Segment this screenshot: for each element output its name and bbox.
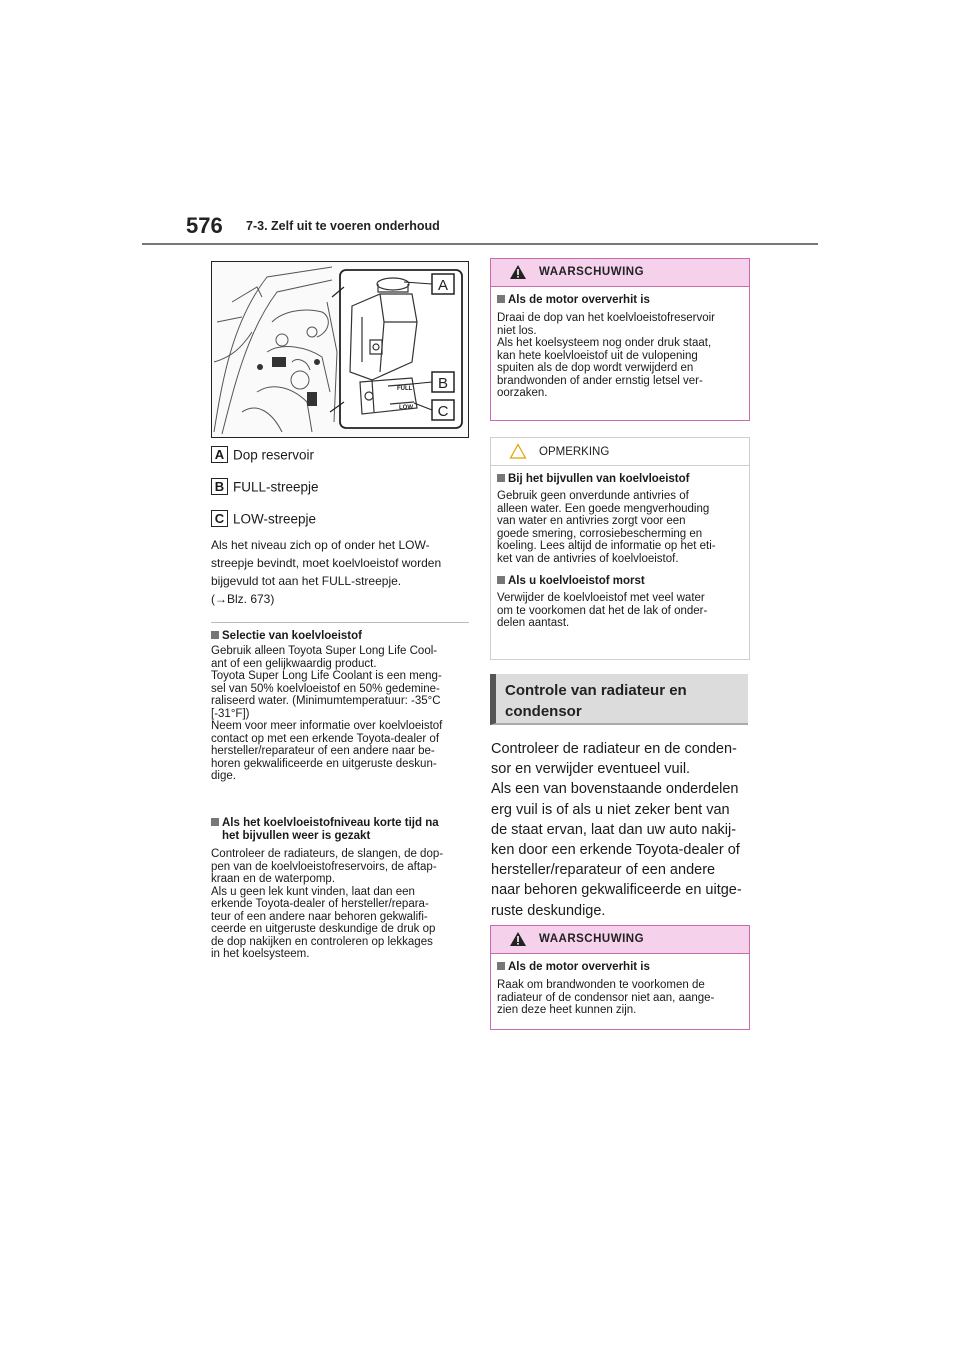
legend-item-b [211, 478, 319, 500]
page-reference: (→Blz. 673) [211, 592, 275, 606]
warning-text: Raak om brandwonden te voorkomen de radiateur of de condensor niet aan, aange- zien deze heet kunnen zijn. [497, 979, 715, 1016]
square-bullet-icon [497, 295, 505, 303]
notice-text: Gebruik geen onverdunde antivries of alleen water. Een goede mengverhouding van water en antivries zorgt voor een goede smering, corrosiebescherming en koeling. Lees altijd de informatie op het eti- ket van de antivries of koelvloeistof. [497, 490, 716, 565]
square-bullet-icon [497, 576, 505, 584]
notice-title: OPMERKING [539, 446, 610, 458]
subsection-body: Gebruik alleen Toyota Super Long Life Cool- ant of een gelijkwaardig product. Toyota Super Long Life Coolant is een meng- sel van 50% koelvloeistof en 50% gedemine- raliseerd water. (Minimumtemperatuur: -35°C [-31°F]) Neem voor meer informatie over koelvloeistof contact op met een erkende Toyota-dealer of hersteller/reparateur of een andere naar be- horen gekwalificeerde en uitgeruste deskun- dige. [211, 645, 443, 782]
full-mark-label: FULL [397, 386, 413, 392]
legend-badge: C [211, 510, 228, 527]
warning-triangle-icon [509, 264, 527, 280]
radiator-section-text: Controleer de radiateur en de conden- sor en verwijder eventueel vuil. Als een van bovenstaande onderdelen erg vuil is of als u niet zeker bent van de staat ervan, laat dan uw auto nakij- ken door een erkende Toyota-dealer of hersteller/reparateur of een andere naar behoren gekwalificeerde en uitge- ruste deskundige. [491, 741, 742, 919]
section-title: 7-3. Zelf uit te voeren onderhoud [246, 219, 440, 233]
coolant-selection-section [211, 630, 469, 783]
subsection-heading: Selectie van koelvloeistof [211, 630, 469, 643]
warning-title: WAARSCHUWING [539, 266, 645, 278]
notice-header [491, 438, 749, 466]
legend-item-c [211, 510, 316, 532]
warning-header [491, 926, 749, 954]
legend-text: FULL-streepje [233, 479, 319, 495]
square-bullet-icon [497, 474, 505, 482]
callout-b: B [437, 375, 449, 392]
radiator-section-heading: Controle van radiateur en condensor [490, 674, 748, 725]
warning-heading: Als de motor oververhit is [497, 961, 743, 974]
legend-badge: B [211, 478, 228, 495]
warning-heading: Als de motor oververhit is [497, 294, 743, 307]
notice-heading: Als u koelvloeistof morst [497, 575, 743, 588]
warning-box-overheat [490, 258, 750, 421]
page-number: 576 [186, 213, 223, 238]
callout-a: A [437, 277, 449, 294]
subsection-heading: Als het koelvloeistofniveau korte tijd na het bijvullen weer is gezakt [211, 817, 469, 843]
square-bullet-icon [211, 818, 219, 826]
subsection-body: Controleer de radiateurs, de slangen, de dop- pen van de koelvloeistofreservoirs, de aftap- kraan en de waterpomp. Als u geen lek kunt vinden, laat dan een erkende Toyota-dealer of hersteller/repara- teur of een andere naar behoren gekwalifi- ceerde en uitgeruste deskundige de druk op de dop nakijken en controleren op lekkages in het koelsysteem. [211, 848, 444, 960]
warning-box-radiator [490, 925, 750, 1030]
legend-text: Dop reservoir [233, 447, 315, 463]
legend-item-a [211, 446, 314, 468]
level-note: Als het niveau zich op of onder het LOW- streepje bevindt, moet koelvloeistof worden bijgevuld tot aan het FULL-streepje. (→Blz. 673) [211, 536, 469, 608]
notice-text: Verwijder de koelvloeistof met veel water om te voorkomen dat het de lak of onder- delen aantast. [497, 592, 708, 629]
caution-triangle-icon [509, 443, 527, 459]
square-bullet-icon [211, 631, 219, 639]
square-bullet-icon [497, 962, 505, 970]
low-mark-label: LOW [399, 405, 413, 411]
notice-heading: Bij het bijvullen van koelvloeistof [497, 473, 743, 486]
coolant-reservoir-illustration [211, 261, 469, 438]
warning-text: Draai de dop van het koelvloeistofreservoir niet los. Als het koelsysteem nog onder druk staat, kan hete koelvloeistof uit de vulopening spuiten als de dop wordt verwijderd en brandwonden of ander ernstig letsel ver- oorzaken. [497, 312, 715, 399]
coolant-drop-section [211, 817, 469, 961]
notice-box [490, 437, 750, 660]
header-rule [142, 243, 818, 245]
section-divider [211, 622, 469, 623]
legend-text: LOW-streepje [233, 511, 317, 527]
warning-header [491, 259, 749, 287]
warning-title: WAARSCHUWING [539, 933, 645, 945]
callout-c: C [437, 403, 449, 420]
warning-triangle-icon [509, 931, 527, 947]
legend-badge: A [211, 446, 228, 463]
